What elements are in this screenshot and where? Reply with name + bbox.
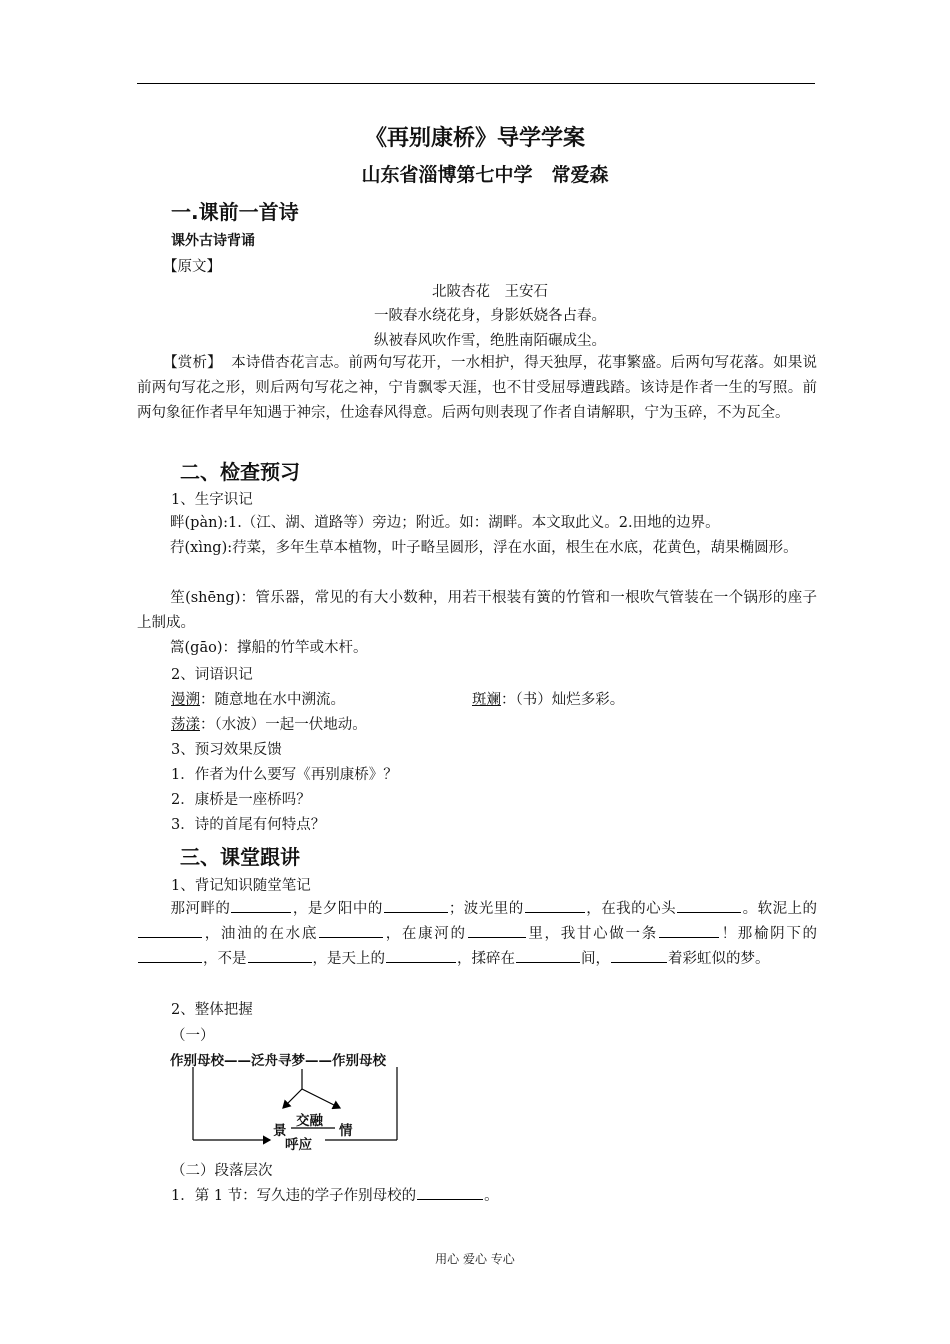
word-entry-1: 漫溯：随意地在水中溯流。 [171, 692, 345, 708]
fill-blank[interactable] [319, 923, 383, 938]
char-entry-3: 笙(shēng)：管乐器，常见的有大小数种，用若干根装有簧的竹管和一根吹气管装在一个锅形的座子上制成。 [137, 590, 817, 631]
fill-blank[interactable] [611, 948, 667, 963]
diagram-left-label: 景 [273, 1123, 287, 1139]
question-3: 3．诗的首尾有何特点？ [171, 817, 326, 833]
word-entry-3: 荡漾：（水波）一起一伏地动。 [171, 717, 367, 733]
section2-sub3: 3、预习效果反馈 [171, 742, 282, 758]
part1-label: （一） [171, 1028, 215, 1044]
diagram-right-label: 情 [339, 1123, 353, 1139]
diagram-top-label: 作别母校——泛舟寻梦——作别母校 [170, 1053, 386, 1069]
paragraph-item-1: 1．第 1 节：写久违的学子作别母校的 。 [171, 1184, 499, 1205]
appreciation-text: 本诗借杏花言志。前两句写花开，一水相护，得天独厚，花事繁盛。后两句写花落。如果说前两句写花之形，则后两句写花之神，宁肯飘零天涯，也不甘受屈辱遭践踏。该诗是作者一生的写照。前两句象征作者早年知遇于神宗，仕途春风得意。后两句则表现了作者自请解职，宁为玉碎，不为瓦全。 [137, 355, 818, 421]
page-footer: 用心 爱心 专心 [435, 1252, 515, 1266]
appreciation-label: 【赏析】 [163, 355, 222, 371]
header-rule [137, 83, 815, 84]
fill-blank[interactable] [677, 898, 741, 913]
page-subtitle: 山东省淄博第七中学 常爱森 [361, 164, 609, 186]
section3-heading: 三、课堂跟讲 [180, 845, 300, 869]
section1-subheading: 课外古诗背诵 [171, 233, 255, 249]
diagram-bottom-label: 呼应 [285, 1137, 312, 1153]
question-1: 1．作者为什么要写《再别康桥》？ [171, 767, 398, 783]
section3-sub2: 2、整体把握 [171, 1002, 253, 1018]
fill-blank[interactable] [231, 898, 291, 913]
poem-title: 北陂杏花 王安石 [432, 284, 548, 300]
question-2: 2．康桥是一座桥吗？ [171, 792, 311, 808]
section1-heading: 一.课前一首诗 [171, 200, 299, 224]
fill-blank[interactable] [659, 923, 719, 938]
structure-diagram [165, 1045, 455, 1155]
fill-blank[interactable] [525, 898, 585, 913]
section2-sub1: 1、生字识记 [171, 492, 253, 508]
fill-blank[interactable] [417, 1185, 483, 1200]
part2-label: （二）段落层次 [171, 1163, 273, 1179]
section3-sub1: 1、背记知识随堂笔记 [171, 878, 311, 894]
page-title: 《再别康桥》导学学案 [364, 126, 585, 151]
yuanwen-label: 【原文】 [163, 259, 221, 275]
fill-blank[interactable] [138, 948, 202, 963]
fill-blank[interactable] [384, 898, 448, 913]
char-entry-1: 畔(pàn):1.（江、湖、道路等）旁边；附近。如：湖畔。本文取此义。2.田地的边界。 [170, 515, 720, 531]
poem-line-1: 一陂春水绕花身，身影妖娆各占春。 [374, 308, 606, 324]
section2-sub2: 2、词语识记 [171, 667, 253, 683]
char-entry-4: 篙(gāo)：撑船的竹竿或木杆。 [170, 640, 368, 656]
fill-blank[interactable] [248, 948, 312, 963]
appreciation-paragraph [137, 351, 817, 426]
fill-blank[interactable] [386, 948, 456, 963]
fill-in-paragraph: 那河畔的 ，是夕阳中的 ；波光里的 ，在我的心头 。软泥上的，油油的在水底 ，在康河的 里，我甘心做一条 ！那榆阴下的，不是 ，是天上的 ，揉碎在 间， 着彩虹似的梦。 [137, 897, 817, 972]
word-entry-2: 斑斓：（书）灿烂多彩。 [472, 692, 625, 708]
fill-blank[interactable] [138, 923, 202, 938]
char-entry-2: 荇(xìng):荇菜，多年生草本植物，叶子略呈圆形，浮在水面，根生在水底，花黄色，葫果椭圆形。 [170, 540, 798, 556]
fill-blank[interactable] [516, 948, 580, 963]
diagram-middle-label: 交融 [296, 1113, 323, 1129]
fill-blank[interactable] [468, 923, 526, 938]
section2-heading: 二、检查预习 [180, 460, 300, 484]
poem-line-2: 纵被春风吹作雪，绝胜南陌碾成尘。 [374, 333, 606, 349]
